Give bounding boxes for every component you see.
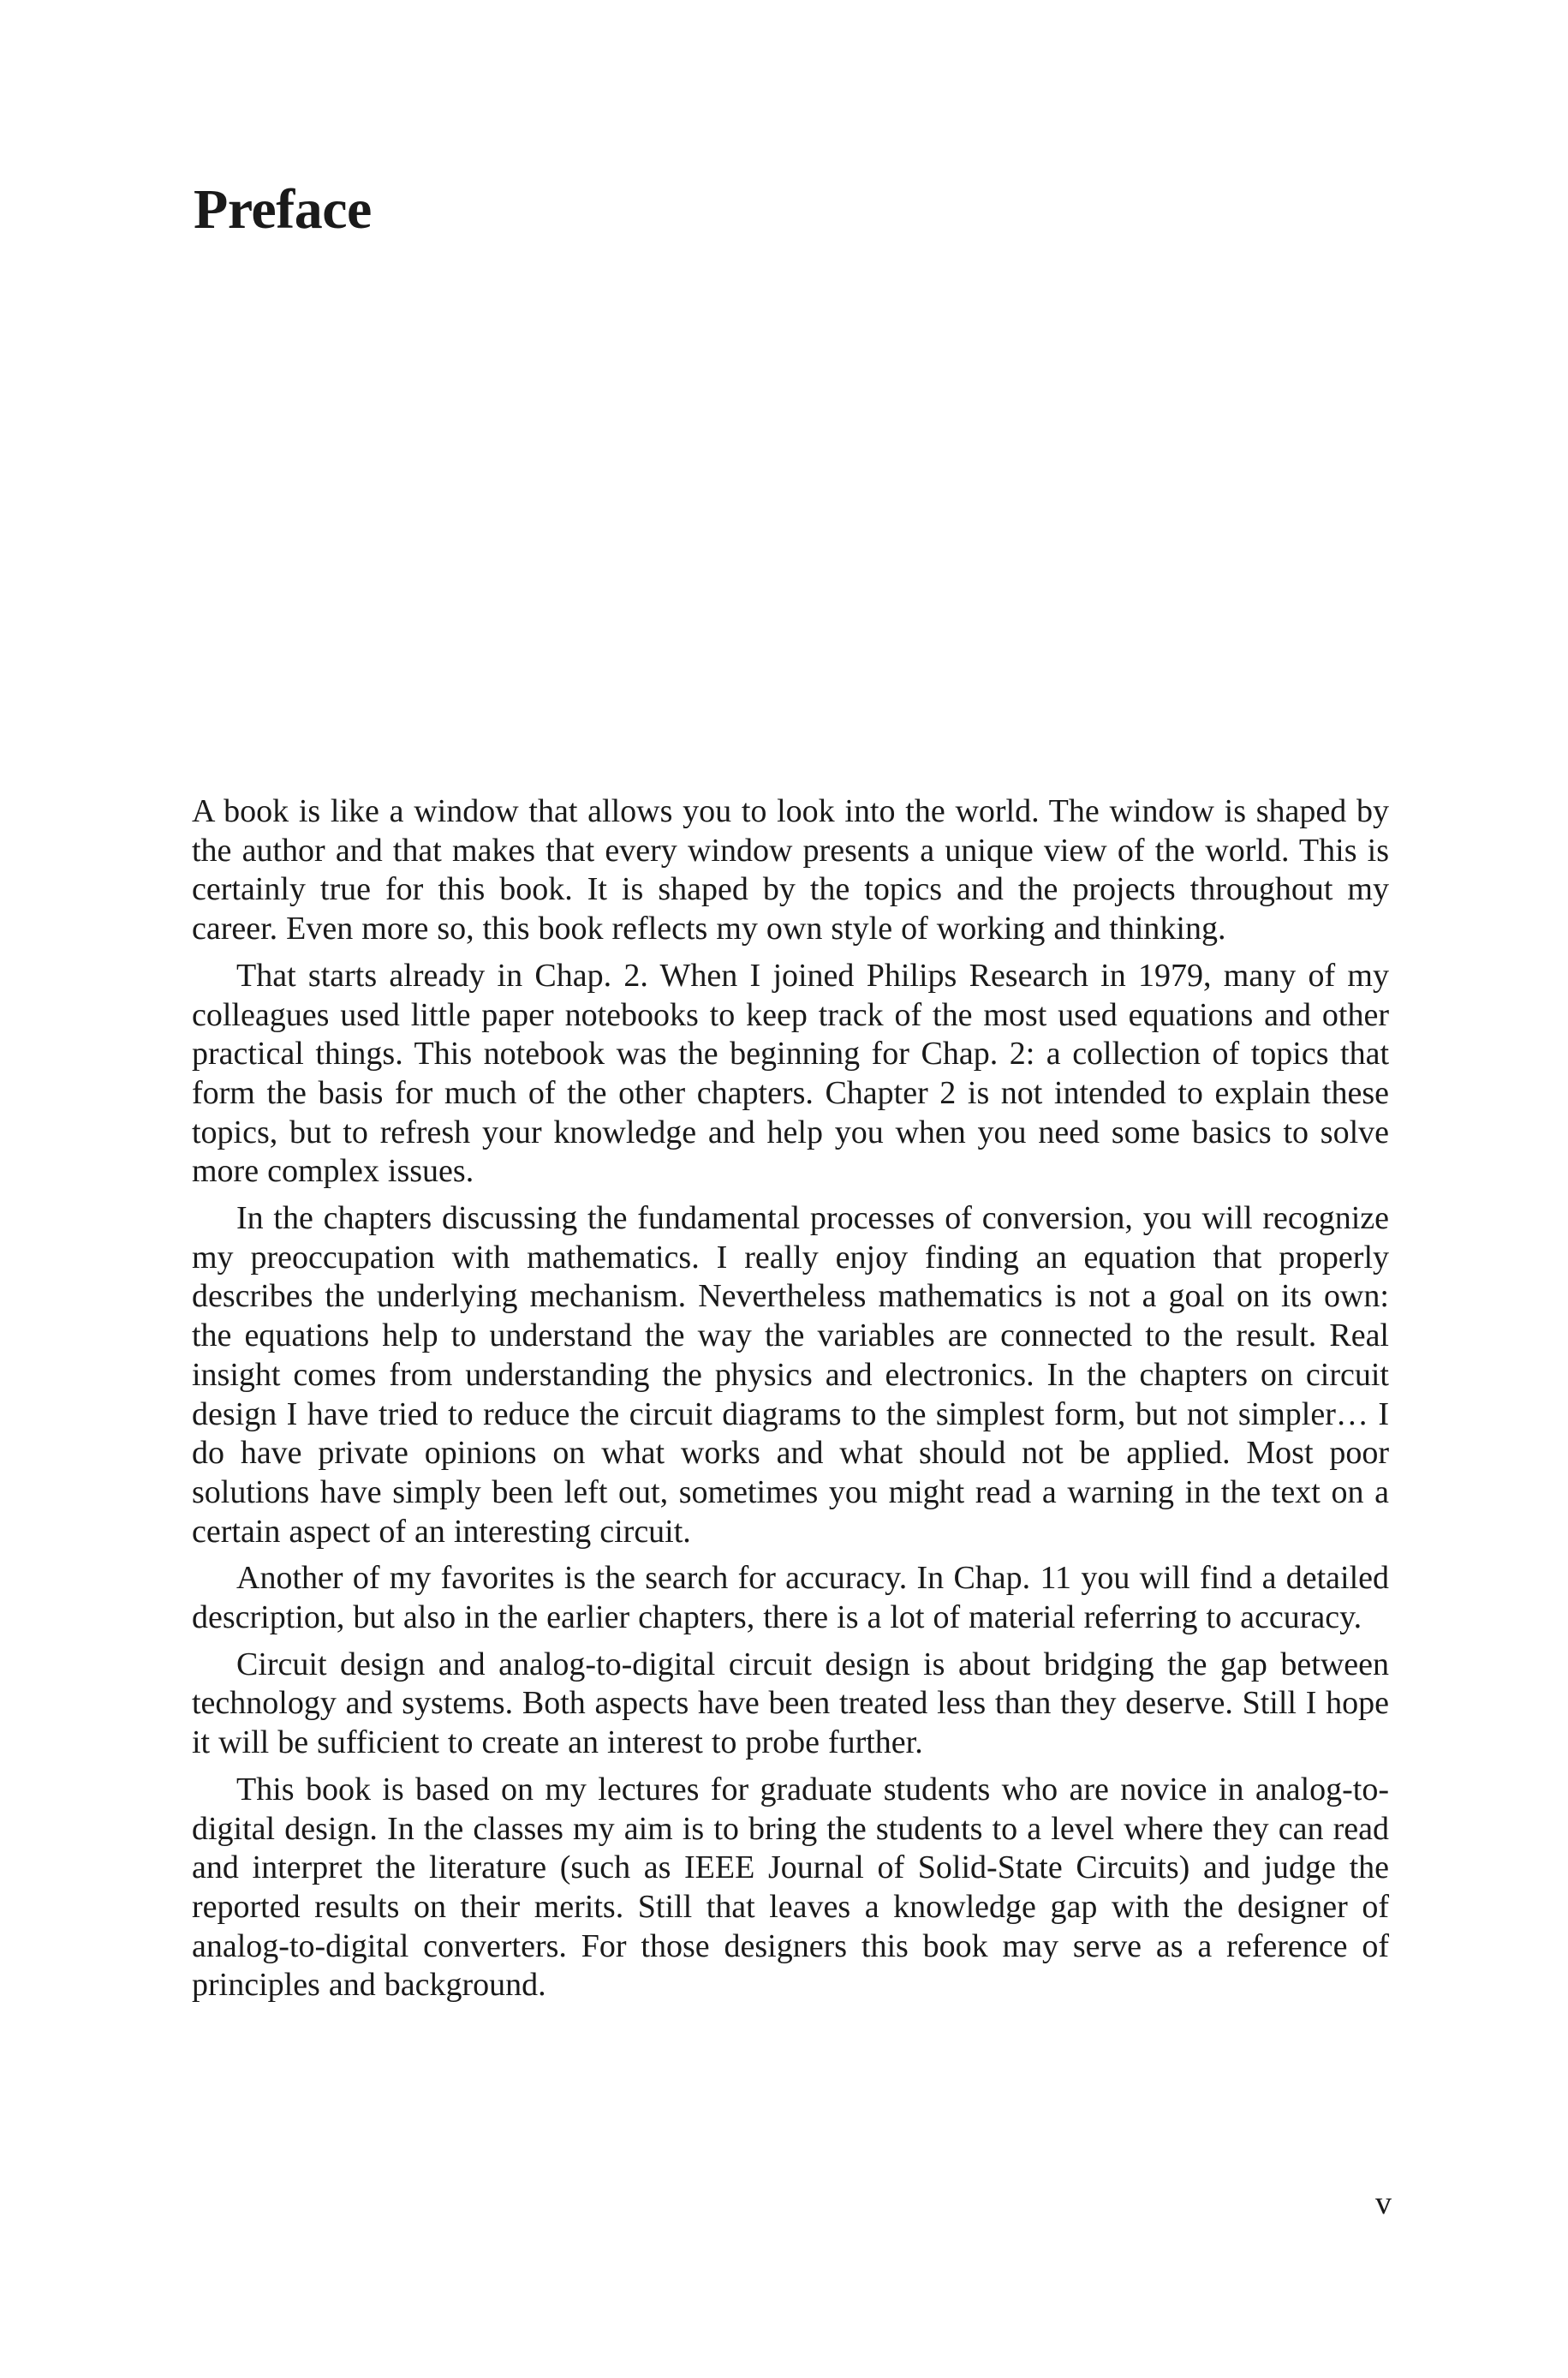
paragraph: A book is like a window that allows you to look into the world. The window is shaped by the author and that makes that every window presents a unique view of the world. This is certainly true for this book. It is shaped by the topics and the projects throughout my career. Even more so, this book reflects my own style of working and thinking.	[192, 793, 1389, 947]
page-number: v	[1375, 2185, 1392, 2221]
page-body	[192, 792, 1389, 2013]
paragraph: Another of my favorites is the search for accuracy. In Chap. 11 you will find a detailed description, but also in the earlier chapters, there is a lot of material referring to accuracy.	[192, 1560, 1389, 1636]
paragraph: This book is based on my lectures for graduate students who are novice in analog-to-digital design. In the classes my aim is to bring the students to a level where they can read and interpret the literature (such as IEEE Journal of Solid-State Circuits) and judge the reported results on their merits. Still that leaves a knowledge gap with the designer of analog-to-digital converters. For those designers this book may serve as a reference of principles and background.	[192, 1771, 1389, 2004]
page-title: Preface	[194, 178, 372, 241]
paragraph: Circuit design and analog-to-digital circuit design is about bridging the gap between technology and systems. Both aspects have been treated less than they deserve. Still I hope it will be sufficient to create an interest to probe further.	[192, 1646, 1389, 1761]
paragraph: In the chapters discussing the fundamental processes of conversion, you will recognize my preoccupation with mathematics. I really enjoy finding an equation that properly describes the underlying mechanism. Nevertheless mathematics is not a goal on its own: the equations help to understand the way the variables are connected to the result. Real insight comes from understanding the physics and electronics. In the chapters on circuit design I have tried to reduce the circuit diagrams to the simplest form, but not simpler… I do have private opinions on what works and what should not be applied. Most poor solutions have simply been left out, sometimes you might read a warning in the text on a certain aspect of an interesting circuit.	[192, 1200, 1389, 1550]
paragraph: That starts already in Chap. 2. When I joined Philips Research in 1979, many of my colleagues used little paper notebooks to keep track of the most used equations and other practical things. This notebook was the beginning for Chap. 2: a collection of topics that form the basis for much of the other chapters. Chapter 2 is not intended to explain these topics, but to refresh your knowledge and help you when you need some basics to solve more complex issues.	[192, 957, 1389, 1190]
